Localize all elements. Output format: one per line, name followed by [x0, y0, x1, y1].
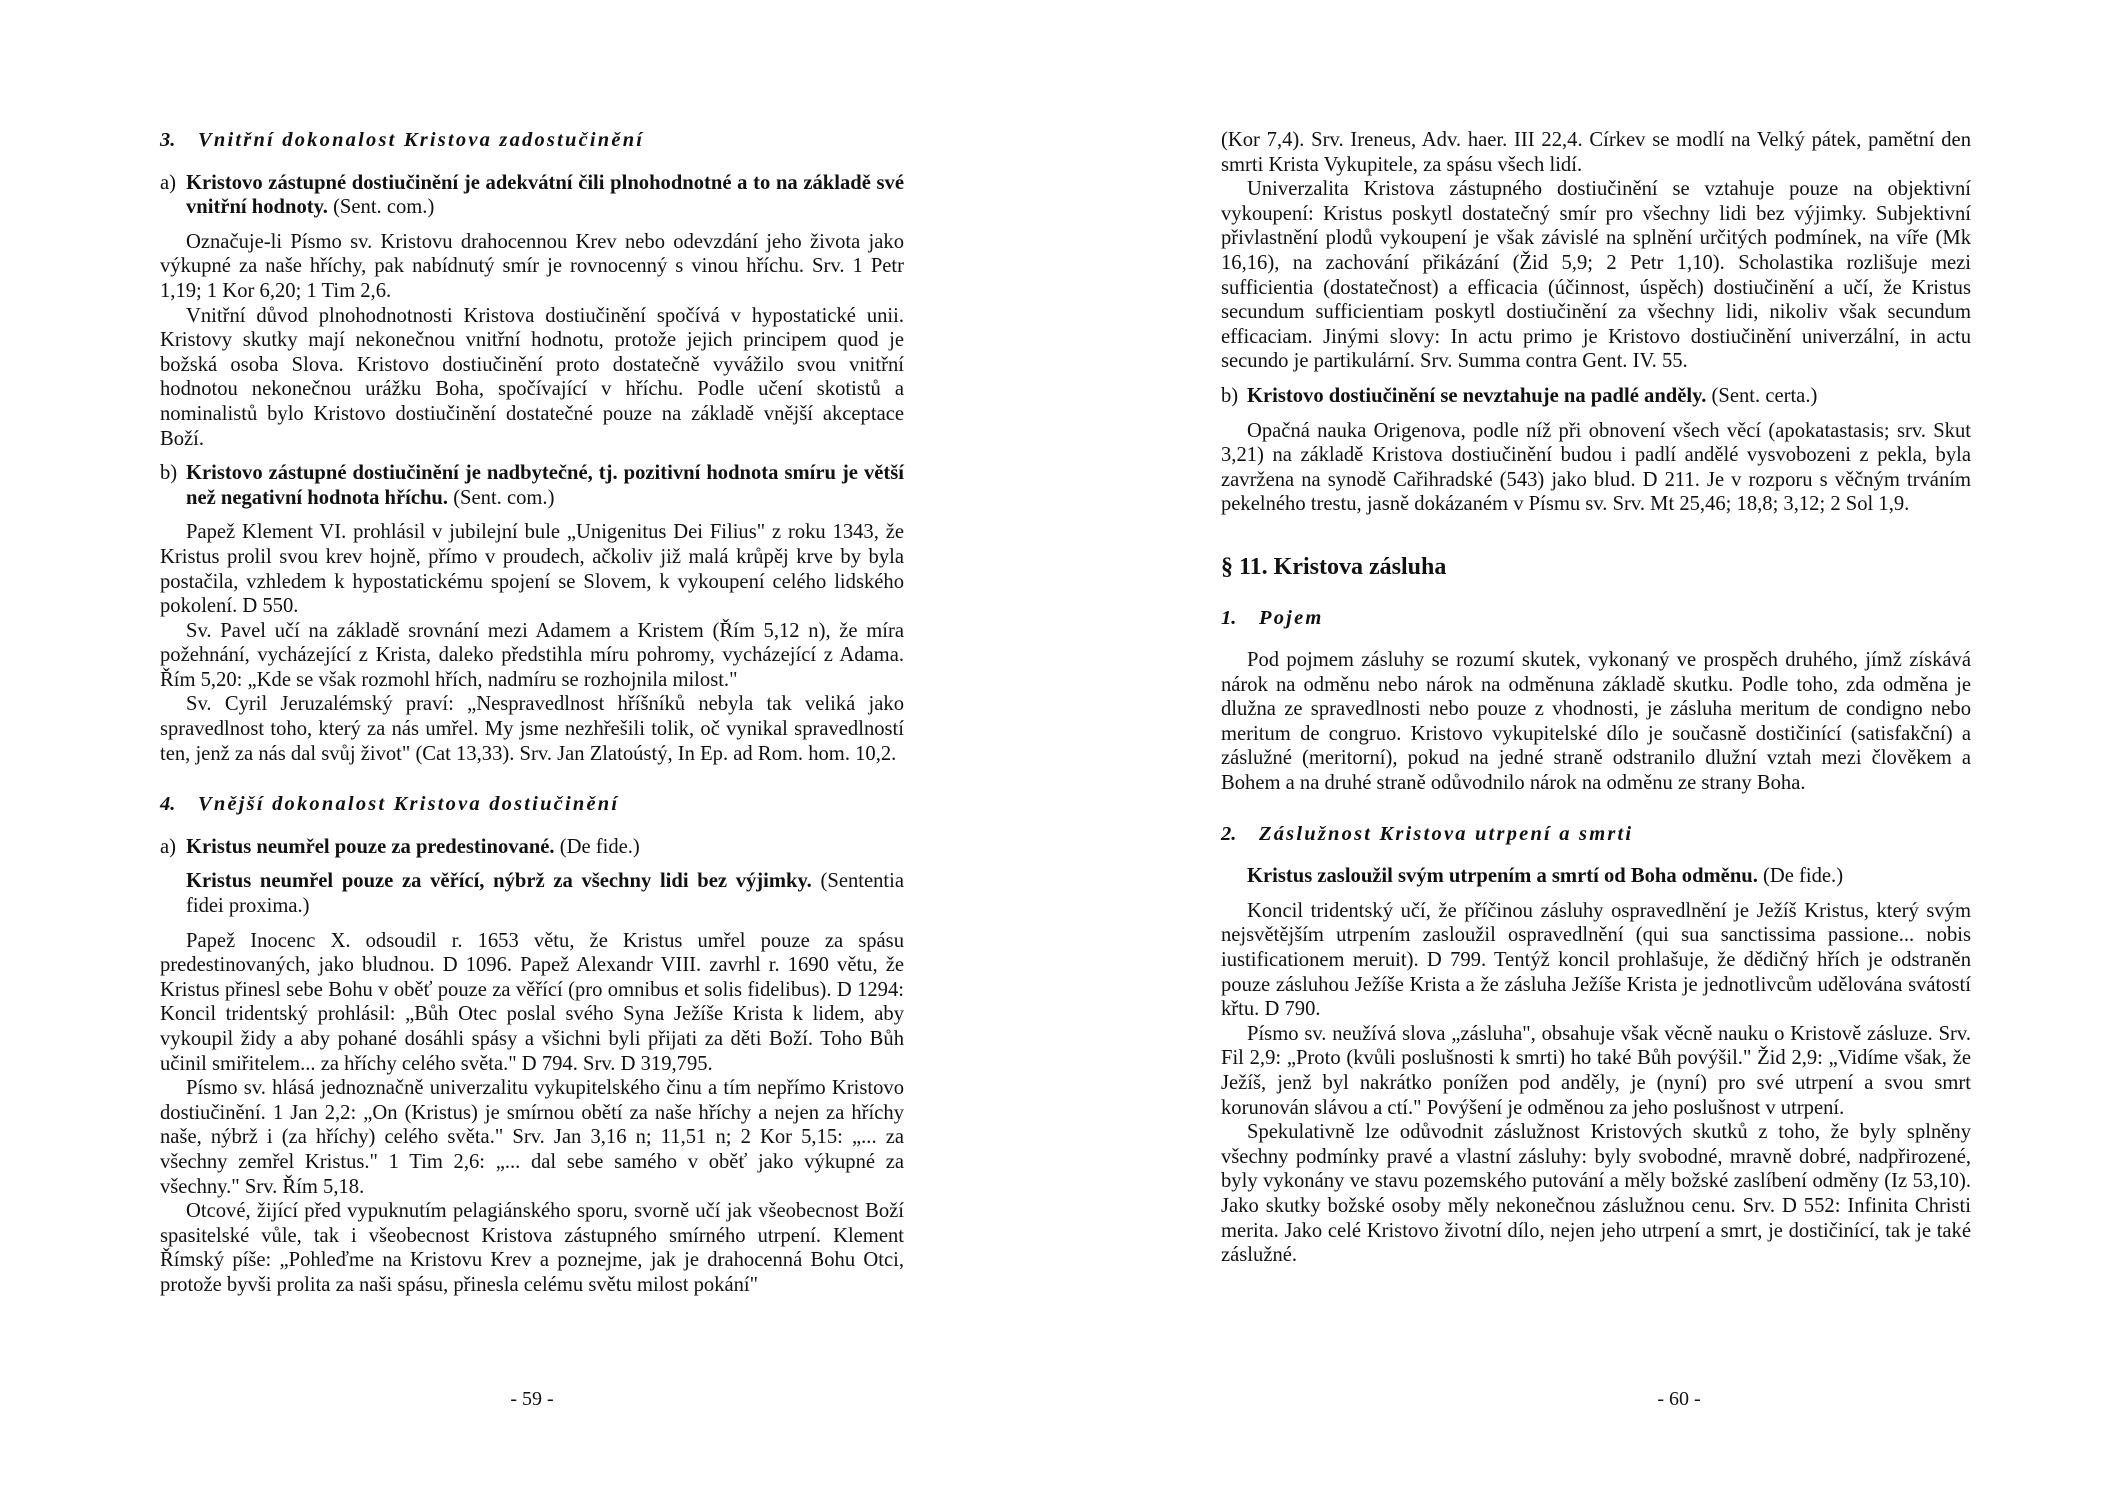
spacer [1221, 806, 1971, 822]
paragraph: Sv. Pavel učí na základě srovnání mezi Adamem a Kristem (Řím 5,12 n), že míra požehnání, vycházející z Krista, daleko předstihla míru pohromy, vycházející z Adama. Řím 5,20: „Kde se však rozmohl hřích, nadmíru se rozhojnila milost." [160, 619, 904, 691]
paragraph: (Kor 7,4). Srv. Ireneus, Adv. haer. III 22,4. Církev se modlí na Velký pátek, pamětní den smrti Krista Vykupitele, za spásu všech lidí. [1221, 129, 1971, 176]
paragraph: Vnitřní důvod plnohodnotnosti Kristova dostiučinění spočívá v hypostatické unii. Kristovy skutky mají nekonečnou vnitřní hodnotu, protože jejich principem quod je božská osoba Slova. Kristovo dostiučinění proto dostatečně vyvážilo svou vnitřní hodnotou nekonečnou urážku Boha, spočívající v hříchu. Podle učení skotistů a nominalistů bylo Kristovo dostiučinění dostatečné pouze na základě vnější akceptace Boží. [160, 304, 904, 450]
continuation-text [1221, 128, 1971, 374]
section-2-number: 2. [1221, 822, 1237, 845]
thesis-marker: a) [160, 835, 176, 858]
section-3-number: 3. [160, 129, 176, 151]
section-2-heading [1221, 822, 1971, 847]
paragraph: Písmo sv. neužívá slova „zásluha", obsahuje však věcně nauku o Kristově zásluze. Srv. Fil 2,9: „Proto (kvůli poslušnosti k smrti) ho také Bůh povýšil." Žid 2,9: „Vidíme však, že Ježíš, jenž byl nakrátko ponížen pod anděly, je (nyní) pro své utrpení a svou smrt korunován slávou a ctí." Povýšení je odměnou za jeho poslušnost v utrpení. [1221, 1022, 1971, 1119]
paragraph: Koncil tridentský učí, že příčinou zásluhy ospravedlnění je Ježíš Kristus, který svým nejsvětějším utrpením zasloužil ospravedlnění (qui sua sanctissima passione... nobis iustificationem meruit). D 799. Tentýž koncil prohlašuje, že dědičný hřích je odstraněn pouze zásluhou Ježíše Krista a že zásluha Ježíše Krista je jednotlivcům udělována svátostí křtu. D 790. [1221, 899, 1971, 1021]
thesis-marker: b) [160, 462, 178, 485]
paragraph: Papež Inocenc X. odsoudil r. 1653 větu, že Kristus umřel pouze za spásu predestinovaných, jako bludnou. D 1096. Papež Alexandr VIII. zavrhl r. 1690 větu, že Kristus přinesl sebe Bohu v oběť pouze za věřící (pro omnibus et solis fidelibus). D 1294: Koncil tridentský prohlásil: „Bůh Otec poslal svého Syna Ježíše Krista k lidem, aby vykoupil židy a aby pohané dosáhli spásy a všichni byli přijati za děti Boží. Toho Bůh učinil smiřitelem... za hříchy celého světa." D 794. Srv. D 319,795. [160, 929, 904, 1075]
chapter-title: § 11. Kristova zásluha [1221, 553, 1447, 580]
left-page-text-column [160, 128, 904, 1308]
thesis-statement: Kristus neumřel pouze za predestinované. [186, 835, 555, 858]
paragraph: Otcové, žijící před vypuknutím pelagiánského sporu, svorně učí jak všeobecnost Boží spasitelské vůle, tak i všeobecnost Kristova zástupného smírného utrpení. Klement Římský píše: „Pohleďme na Kristovu Krev a poznejme, jak je drahocenná Bohu Otci, protože byvši prolita za naši spásu, přinesla celému světu milost pokání" [160, 1200, 904, 1296]
section-2-title: Záslužnost Kristova utrpení a smrti [1259, 822, 1634, 845]
thesis-qualification: (Sententia fidei proxima.) [186, 870, 905, 918]
right-page [1061, 0, 2122, 1501]
thesis-4a [160, 835, 904, 860]
thesis-marker: b) [1221, 384, 1239, 407]
paragraph: Spekulativně lze odůvodnit záslužnost Kristových skutků z toho, že byly splněny všechny podmínky pravé a vlastní zásluhy: byly svobodné, mravně dobré, nadpřirozené, byly vykonány ve stavu pozemského putování a měly božské zaslíbení odměny (Iz 53,10). Jako skutky božské osoby měly nekonečnou záslužnou cenu. Srv. D 552: Infinita Christi merita. Jako celé Kristovo životní dílo, nejen jeho utrpení a smrt, je dostičinící, tak je také záslužné. [1221, 1121, 1971, 1267]
paragraph: Univerzalita Kristova zástupného dostiučinění se vztahuje pouze na objektivní vykoupení: Kristus poskytl dostatečný smír pro všechny lidi bez výjimky. Subjektivní přivlastnění plodů vykoupení je však závislé na splnění určitých podmínek, na víře (Mk 16,16), na zachování přikázání (Žid 5,9; 2 Petr 1,10). Scholastika rozlišuje mezi sufficientia (dostatečnost) a efficacia (účinnost, úspěch) dostiučinění a učí, že Kristus secundum sufficientiam poskytl dostiučinění za všechny lidi, nikoliv však secundum efficaciam. Jinými slovy: In actu primo je Kristovo dostiučinění univerzální, in actu secundo je partikulární. Srv. Summa contra Gent. IV. 55. [1221, 178, 1971, 373]
thesis-marker: a) [160, 171, 176, 194]
paragraph: Označuje-li Písmo sv. Kristovu drahocennou Krev nebo odevzdání jeho života jako výkupné za naše hříchy, pak nabídnutý smír je rovnocenný s vinou hříchu. Srv. 1 Petr 1,19; 1 Kor 6,20; 1 Tim 2,6. [160, 230, 904, 302]
spacer [1221, 527, 1971, 555]
thesis-qualification: (De fide.) [554, 835, 640, 858]
section-4-title: Vnější dokonalost Kristova dostiučinění [198, 793, 620, 816]
thesis-statement: Kristus neumřel pouze za věřící, nýbrž za všechny lidi bez výjimky. [186, 870, 812, 893]
thesis-3b-body [160, 520, 904, 766]
page-number: - 59 - [510, 1388, 554, 1410]
section-4-number: 4. [160, 793, 176, 816]
thesis-statement: Kristovo dostiučinění se nevztahuje na padlé anděly. [1247, 384, 1707, 407]
right-page-text-column [1221, 128, 1971, 1278]
thesis-qualification: (Sent. com.) [327, 196, 435, 219]
section-1-number: 1. [1221, 606, 1237, 629]
section-3-heading [160, 128, 904, 153]
thesis-3a [160, 171, 904, 220]
paragraph: Opačná nauka Origenova, podle níž při obnovení všech věcí (apokatastasis; srv. Skut 3,21) na základě Kristova dostiučinění budou i padlí andělé vysvobozeni z pekla, byla zavržena na synodě Cařihradské (543) jako blud. D 211. Je v rozporu s věčným trváním pekelného trestu, jasně dokázaném v Písmu sv. Srv. Mt 25,46; 18,8; 3,12; 2 Sol 1,9. [1221, 419, 1971, 516]
section-3-title: Vnitřní dokonalost Kristova zadostučinění [198, 129, 645, 151]
paragraph: Písmo sv. hlásá jednoznačně univerzalitu vykupitelského činu a tím nepřímo Kristovo dostiučinění. 1 Jan 2,2: „On (Kristus) je smírnou obětí za naše hříchy a nejen za hříchy naše, nýbrž i (za hříchy) celého světa." Srv. Jan 3,16 n; 11,51 n; 2 Kor 5,15: „... za všechny zemřel Kristus." 1 Tim 2,6: „... dal sebe samého v oběť jako výkupné za všechny." Srv. Řím 5,18. [160, 1077, 904, 1198]
page-number: - 60 - [1657, 1388, 1701, 1410]
thesis-4b-body [1221, 419, 1971, 517]
thesis-statement: Kristus zasloužil svým utrpením a smrtí od Boha odměnu. [1247, 865, 1758, 888]
thesis-statement: Kristovo zástupné dostiučinění je nadbytečné, tj. pozitivní hodnota smíru je větší než negativní hodnota hříchu. [186, 462, 904, 509]
section-1-title: Pojem [1259, 606, 1324, 629]
thesis-statement: Kristovo zástupné dostiučinění je adekvátní čili plnohodnotné a to na základě své vnitřní hodnoty. [186, 171, 904, 219]
section-1-heading [1221, 606, 1971, 631]
section-2-body [1221, 899, 1971, 1268]
thesis-qualification: (Sent. certa.) [1706, 384, 1818, 407]
thesis-4a-body [160, 929, 904, 1298]
section-2-thesis [1221, 864, 1971, 889]
paragraph: Pod pojmem zásluhy se rozumí skutek, vykonaný ve prospěch druhého, jímž získává nárok na odměnu nebo nárok na odměnuna základě skutku. Podle toho, zda odměna je dlužna ze spravedlnosti nebo pouze z vhodnosti, je zásluha meritum de condigno nebo meritum de congruo. Kristovo vykupitelské dílo je současně dostičinící (satisfakční) a záslužné (meritorní), pokud na jedné straně odstranilo dlužní vztah mezi člověkem a Bohem a na druhé straně odůvodnilo nárok na odměnu ze strany Boha. [1221, 649, 1971, 795]
thesis-3a-body [160, 230, 904, 451]
paragraph: Sv. Cyril Jeruzalémský praví: „Nespravedlnost hříšníků nebyla tak veliká jako spravedlnost toho, který za nás umřel. My jsme nezhřešili tolik, oč vynikal spravedlností ten, jenž za nás dal svůj život" (Cat 13,33). Srv. Jan Zlatoústý, In Ep. ad Rom. hom. 10,2. [160, 693, 904, 765]
thesis-4a-secondary [160, 869, 904, 918]
thesis-4b [1221, 384, 1971, 409]
section-4-heading [160, 792, 904, 817]
thesis-qualification: (Sent. com.) [448, 486, 555, 509]
paragraph: Papež Klement VI. prohlásil v jubilejní bule „Unigenitus Dei Filius" z roku 1343, že Kristus prolil svou krev hojně, přímo v proudech, ačkoliv již malá krůpěj krve by byla postačila, vzhledem k hypostatickému spojení se Slovem, k vykoupení celého lidského pokolení. D 550. [160, 521, 904, 618]
spacer [160, 776, 904, 792]
thesis-qualification: (De fide.) [1757, 865, 1844, 888]
section-1-body [1221, 648, 1971, 796]
thesis-3b [160, 461, 904, 510]
